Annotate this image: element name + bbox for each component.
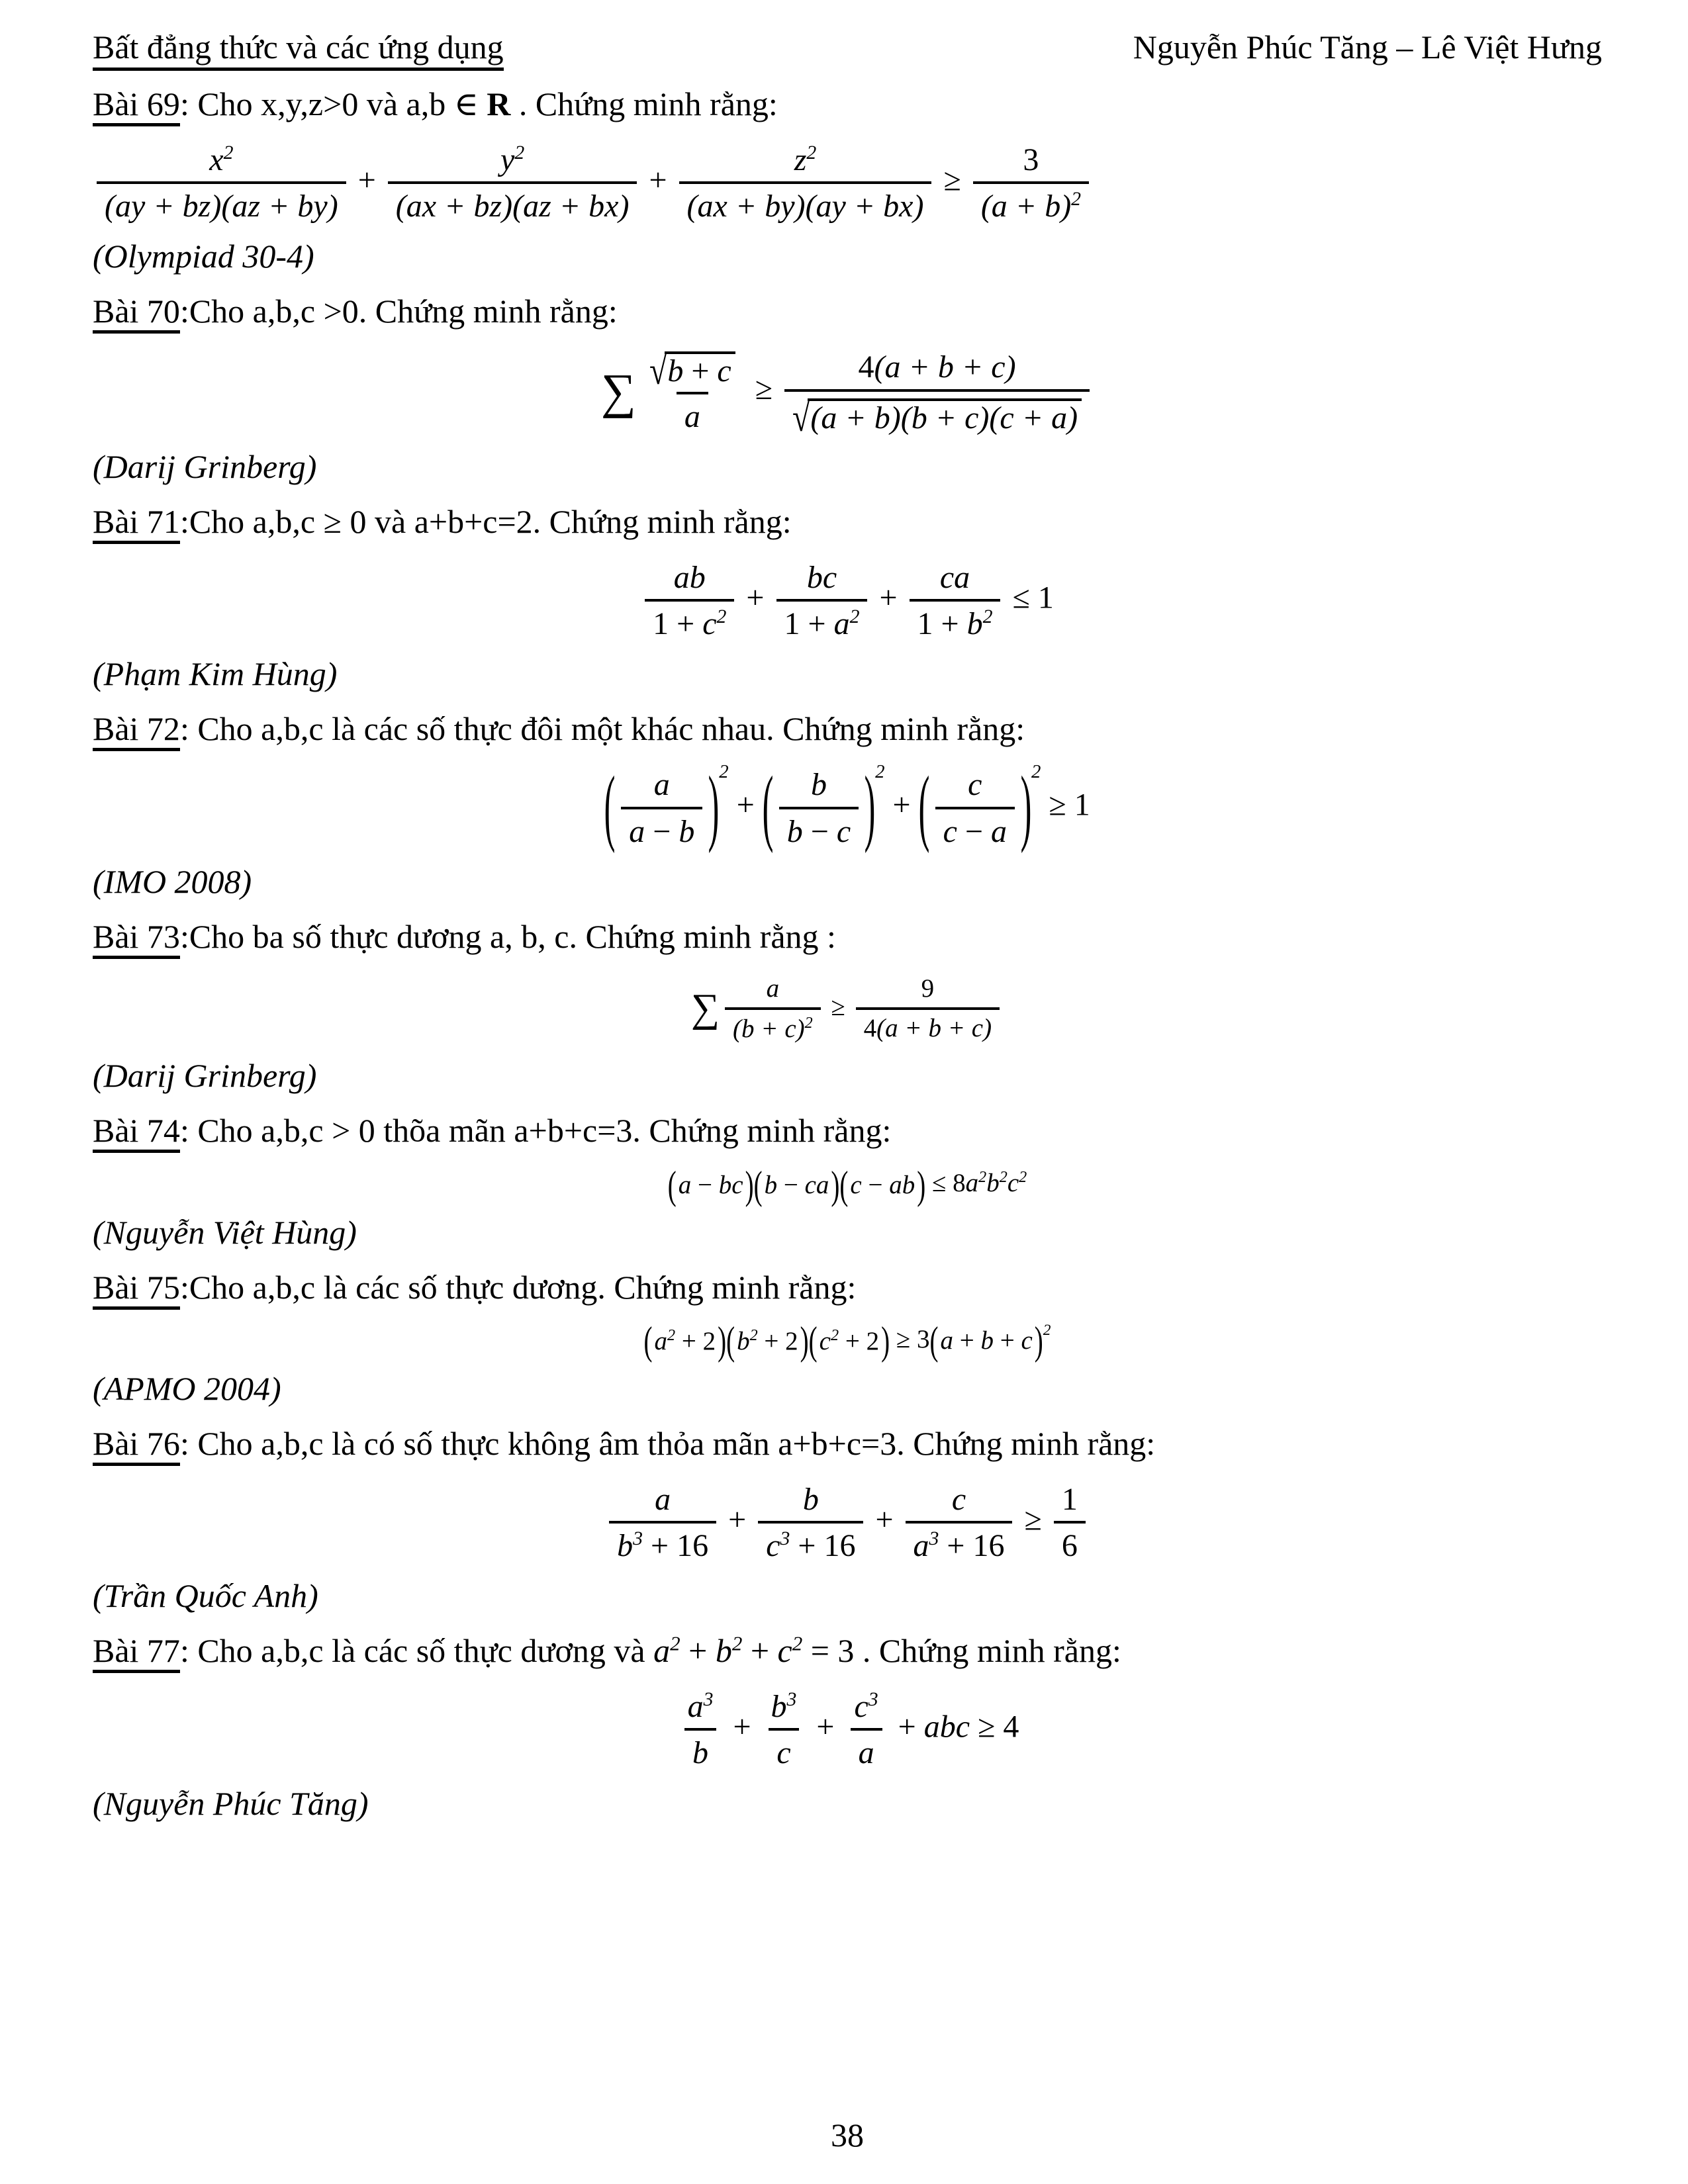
problem-source: (APMO 2004) bbox=[93, 1369, 281, 1407]
problem-source: (Olympiad 30-4) bbox=[93, 238, 314, 275]
document-title: Bất đẳng thức và các ứng dụng bbox=[93, 28, 504, 71]
problem-statement bbox=[93, 83, 1602, 126]
problem-formula: $\frac{ab}{1 + c^2}$ + $\frac{bc}{1 + a^2}$ + $\frac{ca}{1 + b^2}$ ≤ 1 bbox=[93, 559, 1602, 642]
problem-source: (Darij Grinberg) bbox=[93, 1057, 317, 1095]
problem-statement-text: : Cho a,b,c là có số thực không âm thỏa mãn a+b+c=3. Chứng minh rằng: bbox=[179, 1424, 1156, 1462]
problem-label: Bài 69 bbox=[93, 85, 180, 126]
problem bbox=[93, 1422, 1602, 1617]
problem bbox=[93, 915, 1602, 1098]
problem-formula: ( $a^2 + 2$ ) ( $b^2 + 2$ ) ( $c^2 + 2$ ) ≥ 3 ( a + b + c ) 2 bbox=[643, 1319, 1051, 1364]
problem bbox=[93, 1629, 1602, 1825]
page-footer bbox=[93, 2096, 1602, 2154]
problem-source: (Nguyễn Việt Hùng) bbox=[93, 1213, 357, 1251]
problem-label: Bài 73 bbox=[93, 918, 180, 959]
problem-label: Bài 72 bbox=[93, 710, 180, 751]
problem-label: Bài 74 bbox=[93, 1112, 180, 1153]
problem-statement bbox=[93, 1629, 1602, 1672]
problem bbox=[93, 500, 1602, 696]
problem-statement bbox=[93, 1422, 1602, 1465]
problem-label: Bài 71 bbox=[93, 503, 180, 544]
problem-statement bbox=[93, 290, 1602, 333]
problem-formula: ∑ $\frac{a}{(b + c)^2}$ ≥ $\frac{9}{4(a + b + c)}$ bbox=[93, 974, 1602, 1044]
problem-formula: $\frac{x^2}{(ay + bz)(az + by)}$ + $\frac{y^2}{(ax + bz)(az + bx)}$ + $\frac{z^2}{(ax + by)(ay + bx)}$ ≥ $\frac{3}{(a + b)^2}$ bbox=[93, 142, 1602, 224]
problem bbox=[93, 83, 1602, 278]
problem-statement-text: : Cho a,b,c > 0 thõa mãn a+b+c=3. Chứng minh rằng: bbox=[179, 1112, 892, 1150]
problem-statement bbox=[93, 707, 1602, 751]
document-authors: Nguyễn Phúc Tăng – Lê Việt Hưng bbox=[1133, 28, 1602, 66]
problem-statement bbox=[93, 500, 1602, 543]
page-number: 38 bbox=[831, 2116, 864, 2154]
radical-sign: √ bbox=[649, 349, 667, 393]
problem-formula: ( $\frac{a}{a - b}$ ) 2 + ( $\frac{b}{b - c}$ ) 2 + ( $\frac{c}{c - a}$ ) 2 ≥ 1 bbox=[604, 760, 1090, 855]
radical-sign: √ bbox=[792, 395, 810, 440]
problem-source: (Trần Quốc Anh) bbox=[93, 1577, 318, 1615]
page-header bbox=[93, 28, 1602, 71]
problem-formula: $\frac{a}{b^3 + 16}$ + $\frac{b}{c^3 + 16}$ + $\frac{c}{a^3 + 16}$ ≥ $\frac{1}{6}$ bbox=[93, 1481, 1602, 1564]
problem-source: (Nguyễn Phúc Tăng) bbox=[93, 1784, 369, 1822]
problem-label: Bài 75 bbox=[93, 1269, 180, 1310]
sum-symbol: ∑ bbox=[690, 986, 720, 1031]
problem-source: (IMO 2008) bbox=[93, 862, 252, 900]
problem-formula: $\frac{a^3}{b}$ + $\frac{b^3}{c}$ + $\frac{c^3}{a}$ + abc ≥ 4 bbox=[93, 1688, 1602, 1771]
problem-statement-text: :Cho a,b,c >0. Chứng minh rằng: bbox=[179, 293, 618, 330]
problem-statement bbox=[93, 1109, 1602, 1152]
problem-formula: ∑ √ b + c a ≥ 4(a + b + c) √ (a + b)(b + c)(c + a) bbox=[93, 349, 1602, 435]
sum-symbol: ∑ bbox=[600, 364, 636, 419]
problem bbox=[93, 1109, 1602, 1253]
problem-statement-text: : Cho a,b,c là các số thực đôi một khác nhau. Chứng minh rằng: bbox=[179, 710, 1025, 748]
problem-source: (Phạm Kim Hùng) bbox=[93, 655, 338, 693]
problem-statement-text: : Cho x,y,z>0 và a,b ∈ R . Chứng minh rằng: bbox=[179, 85, 778, 122]
problem bbox=[93, 1266, 1602, 1410]
problem-statement bbox=[93, 1266, 1602, 1309]
problem-label: Bài 70 bbox=[93, 293, 180, 334]
problem-statement-text: :Cho ba số thực dương a, b, c. Chứng minh rằng : bbox=[179, 917, 836, 955]
problem-statement-text: :Cho a,b,c là các số thực dương. Chứng minh rằng: bbox=[179, 1268, 857, 1306]
problem bbox=[93, 707, 1602, 903]
problem-source: (Darij Grinberg) bbox=[93, 447, 317, 485]
problem-statement bbox=[93, 915, 1602, 958]
problem-label: Bài 77 bbox=[93, 1632, 180, 1673]
problem-formula: ( a − bc ) ( b − ca ) ( c − ab ) ≤ $8a^2b^2c^2$ bbox=[667, 1163, 1027, 1208]
problems-list bbox=[93, 71, 1602, 1828]
problem bbox=[93, 290, 1602, 488]
problem-label: Bài 76 bbox=[93, 1425, 180, 1466]
problem-statement-text: : Cho a,b,c là các số thực dương và $a^2 + b^2 + c^2 = 3$ . Chứng minh rằng: bbox=[179, 1631, 1121, 1670]
problem-statement-text: :Cho a,b,c ≥ 0 và a+b+c=2. Chứng minh rằng: bbox=[179, 502, 792, 540]
